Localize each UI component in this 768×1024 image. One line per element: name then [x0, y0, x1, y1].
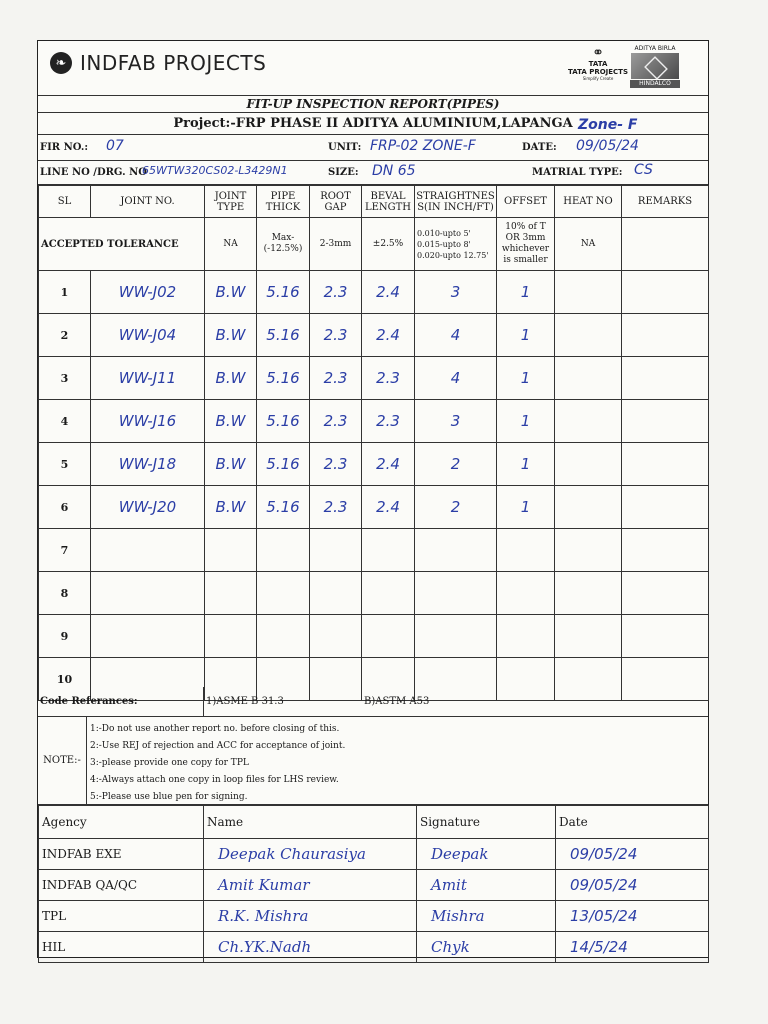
tolerance-offset: 10% of T OR 3mm whichever is smaller — [497, 218, 555, 271]
row-sl: 2 — [39, 314, 91, 357]
row-remarks — [622, 271, 709, 314]
signoff-name: R.K. Mishra — [204, 901, 417, 932]
row-pipe-thick: 5.16 — [257, 357, 310, 400]
row-root-gap: 2.3 — [310, 443, 362, 486]
row-heat-no — [555, 615, 622, 658]
row-remarks — [622, 529, 709, 572]
signoff-col-date: Date — [556, 806, 709, 839]
code-ref-2: B)ASTM A53 — [364, 696, 430, 707]
signoff-signature: Mishra — [417, 901, 556, 932]
tata-tagline: Simplify Create — [582, 76, 614, 81]
code-label: Code Referances: — [38, 687, 204, 716]
row-heat-no — [555, 572, 622, 615]
col-pipe-thick: PIPE THICK — [257, 186, 310, 218]
row-sl: 7 — [39, 529, 91, 572]
row-beval-length: 2.4 — [362, 314, 415, 357]
table-row — [39, 486, 709, 529]
indfab-logo — [50, 51, 266, 75]
row-offset: 1 — [497, 357, 555, 400]
row-heat-no — [555, 271, 622, 314]
row-sl: 6 — [39, 486, 91, 529]
row-offset: 1 — [497, 400, 555, 443]
row-heat-no — [555, 314, 622, 357]
row-joint-no: WW-J16 — [91, 400, 205, 443]
tolerance-root-gap: 2-3mm — [310, 218, 362, 271]
note-item: 2:-Use REJ of rejection and ACC for acceptance of joint. — [90, 741, 346, 751]
tolerance-pipe-thick: Max-(-12.5%) — [257, 218, 310, 271]
row-sl: 3 — [39, 357, 91, 400]
tata-name: TATA — [588, 60, 608, 68]
signoff-col-signature: Signature — [417, 806, 556, 839]
row-straightness: 2 — [415, 486, 497, 529]
project-name: Project:-FRP PHASE II ADITYA ALUMINIUM,LAPANGA — [173, 116, 573, 131]
row-beval-length — [362, 615, 415, 658]
signoff-col-name: Name — [204, 806, 417, 839]
row-remarks — [622, 400, 709, 443]
straight-tol-3: 0.020-upto 12.75' — [417, 250, 489, 260]
straight-tol-2: 0.015-upto 8' — [417, 239, 471, 249]
signoff-date: 09/05/24 — [556, 870, 709, 901]
report-header — [38, 41, 708, 96]
col-sl: SL — [39, 186, 91, 218]
row-sl: 1 — [39, 271, 91, 314]
row-sl: 8 — [39, 572, 91, 615]
row-joint-no — [91, 572, 205, 615]
note-item: 5:-Please use blue pen for signing. — [90, 792, 248, 802]
row-joint-type — [205, 529, 257, 572]
note-list — [90, 721, 345, 806]
note-item: 1:-Do not use another report no. before closing of this. — [90, 724, 340, 734]
tolerance-remarks — [622, 218, 709, 271]
material-value: CS — [634, 162, 653, 178]
signoff-row — [39, 839, 709, 870]
birla-logo-icon — [631, 53, 679, 79]
tolerance-joint-type: NA — [205, 218, 257, 271]
row-joint-no — [91, 529, 205, 572]
signoff-agency: INDFAB QA/QC — [39, 870, 204, 901]
indfab-logo-icon: ❧ — [50, 52, 72, 74]
signoff-row — [39, 870, 709, 901]
tata-logo-icon: ⚭ — [592, 45, 604, 61]
row-beval-length — [362, 572, 415, 615]
row-joint-no — [91, 615, 205, 658]
col-straightness: STRAIGHTNES S(IN INCH/FT) — [415, 186, 497, 218]
table-row — [39, 314, 709, 357]
table-row — [39, 443, 709, 486]
col-joint-no: JOINT NO. — [91, 186, 205, 218]
row-offset — [497, 615, 555, 658]
tolerance-beval: ±2.5% — [362, 218, 415, 271]
unit-value: FRP-02 ZONE-F — [370, 138, 476, 154]
row-remarks — [622, 572, 709, 615]
signoff-signature: Amit — [417, 870, 556, 901]
fir-label: FIR NO.: — [40, 142, 89, 153]
report-title: FIT-UP INSPECTION REPORT(PIPES) — [38, 96, 708, 113]
row-sl: 10 — [39, 658, 91, 701]
signoff-date: 13/05/24 — [556, 901, 709, 932]
row-root-gap — [310, 615, 362, 658]
row-offset: 1 — [497, 486, 555, 529]
row-heat-no — [555, 529, 622, 572]
fir-value: 07 — [106, 138, 124, 154]
row-straightness — [415, 572, 497, 615]
table-header-row — [39, 186, 709, 218]
row-root-gap: 2.3 — [310, 486, 362, 529]
row-heat-no — [555, 443, 622, 486]
row-joint-type: B.W — [205, 357, 257, 400]
row-joint-no: WW-J18 — [91, 443, 205, 486]
tolerance-straightness — [415, 218, 497, 271]
row-pipe-thick — [257, 572, 310, 615]
signoff-agency: HIL — [39, 932, 204, 963]
inspection-table — [38, 185, 709, 701]
signoff-rows — [39, 839, 709, 963]
row-remarks — [622, 615, 709, 658]
signoff-header-row — [39, 806, 709, 839]
col-beval-length: BEVAL LENGTH — [362, 186, 415, 218]
row-joint-no: WW-J11 — [91, 357, 205, 400]
signoff-date: 14/5/24 — [556, 932, 709, 963]
note-item: 3:-please provide one copy for TPL — [90, 758, 249, 768]
row-heat-no — [555, 400, 622, 443]
row-beval-length: 2.3 — [362, 357, 415, 400]
row-sl: 4 — [39, 400, 91, 443]
tata-projects-logo — [568, 46, 628, 81]
table-row — [39, 572, 709, 615]
row-joint-type: B.W — [205, 443, 257, 486]
row-root-gap: 2.3 — [310, 400, 362, 443]
row-remarks — [622, 314, 709, 357]
row-joint-type: B.W — [205, 271, 257, 314]
row-straightness: 2 — [415, 443, 497, 486]
date-label: DATE: — [522, 142, 557, 153]
col-joint-type: JOINT TYPE — [205, 186, 257, 218]
row-pipe-thick — [257, 529, 310, 572]
info-row-line — [38, 161, 708, 185]
row-straightness: 3 — [415, 400, 497, 443]
row-straightness: 4 — [415, 314, 497, 357]
row-straightness — [415, 529, 497, 572]
code-ref-1: 1)ASME B 31.3 — [206, 696, 284, 707]
row-pipe-thick: 5.16 — [257, 271, 310, 314]
row-offset: 1 — [497, 271, 555, 314]
signoff-row — [39, 932, 709, 963]
row-offset — [497, 529, 555, 572]
col-heat-no: HEAT NO — [555, 186, 622, 218]
row-joint-type — [205, 615, 257, 658]
table-row — [39, 271, 709, 314]
inspection-report-sheet — [37, 40, 709, 958]
tolerance-heat-no: NA — [555, 218, 622, 271]
line-label: LINE NO /DRG. NO — [40, 167, 147, 178]
row-straightness — [415, 615, 497, 658]
row-pipe-thick: 5.16 — [257, 314, 310, 357]
row-joint-type — [205, 572, 257, 615]
row-sl: 9 — [39, 615, 91, 658]
size-value: DN 65 — [372, 163, 416, 179]
straight-tol-1: 0.010-upto 5' — [417, 228, 471, 238]
row-joint-type: B.W — [205, 400, 257, 443]
row-straightness: 4 — [415, 357, 497, 400]
row-heat-no — [555, 357, 622, 400]
row-offset: 1 — [497, 314, 555, 357]
row-remarks — [622, 486, 709, 529]
note-item: 4:-Always attach one copy in loop files for LHS review. — [90, 775, 339, 785]
signoff-col-agency: Agency — [39, 806, 204, 839]
code-references — [38, 687, 708, 717]
row-joint-no: WW-J02 — [91, 271, 205, 314]
row-offset: 1 — [497, 443, 555, 486]
signoff-name: Ch.YK.Nadh — [204, 932, 417, 963]
row-offset — [497, 572, 555, 615]
tata-sub: TATA PROJECTS — [568, 68, 629, 76]
row-beval-length: 2.3 — [362, 400, 415, 443]
row-heat-no — [555, 486, 622, 529]
tolerance-label: ACCEPTED TOLERANCE — [39, 218, 205, 271]
notes-section — [38, 717, 708, 805]
signoff-signature: Chyk — [417, 932, 556, 963]
company-name: INDFAB PROJECTS — [80, 51, 267, 75]
date-value: 09/05/24 — [576, 138, 639, 154]
joint-rows — [39, 271, 709, 701]
info-row-fir — [38, 135, 708, 161]
row-pipe-thick: 5.16 — [257, 443, 310, 486]
row-root-gap: 2.3 — [310, 314, 362, 357]
signoff-agency: INDFAB EXE — [39, 839, 204, 870]
row-joint-no: WW-J04 — [91, 314, 205, 357]
row-root-gap — [310, 529, 362, 572]
zone-handwritten: Zone- F — [578, 117, 638, 133]
row-remarks — [622, 357, 709, 400]
material-label: MATRIAL TYPE: — [532, 167, 623, 178]
project-line — [38, 113, 708, 135]
table-row — [39, 615, 709, 658]
row-beval-length: 2.4 — [362, 271, 415, 314]
row-straightness: 3 — [415, 271, 497, 314]
col-root-gap: ROOT GAP — [310, 186, 362, 218]
table-row — [39, 400, 709, 443]
row-joint-type: B.W — [205, 486, 257, 529]
row-pipe-thick — [257, 615, 310, 658]
row-joint-no: WW-J20 — [91, 486, 205, 529]
signoff-name: Deepak Chaurasiya — [204, 839, 417, 870]
signoff-table — [38, 805, 709, 963]
signoff-date: 09/05/24 — [556, 839, 709, 870]
row-beval-length — [362, 529, 415, 572]
col-remarks: REMARKS — [622, 186, 709, 218]
row-root-gap: 2.3 — [310, 271, 362, 314]
row-beval-length: 2.4 — [362, 443, 415, 486]
row-beval-length: 2.4 — [362, 486, 415, 529]
table-row — [39, 357, 709, 400]
unit-label: UNIT: — [328, 142, 362, 153]
table-row — [39, 529, 709, 572]
row-root-gap: 2.3 — [310, 357, 362, 400]
size-label: SIZE: — [328, 167, 359, 178]
signoff-signature: Deepak — [417, 839, 556, 870]
tolerance-row — [39, 218, 709, 271]
birla-name: ADITYA BIRLA — [634, 45, 676, 52]
col-offset: OFFSET — [497, 186, 555, 218]
signoff-name: Amit Kumar — [204, 870, 417, 901]
row-joint-type: B.W — [205, 314, 257, 357]
row-pipe-thick: 5.16 — [257, 400, 310, 443]
row-remarks — [622, 443, 709, 486]
aditya-birla-logo — [630, 45, 680, 88]
row-sl: 5 — [39, 443, 91, 486]
note-label: NOTE:- — [38, 717, 87, 804]
row-root-gap — [310, 572, 362, 615]
hindalco-label: HINDALCO — [630, 80, 680, 88]
line-value: 65WTW320CS02-L3429N1 — [142, 164, 288, 177]
signoff-row — [39, 901, 709, 932]
signoff-agency: TPL — [39, 901, 204, 932]
row-pipe-thick: 5.16 — [257, 486, 310, 529]
